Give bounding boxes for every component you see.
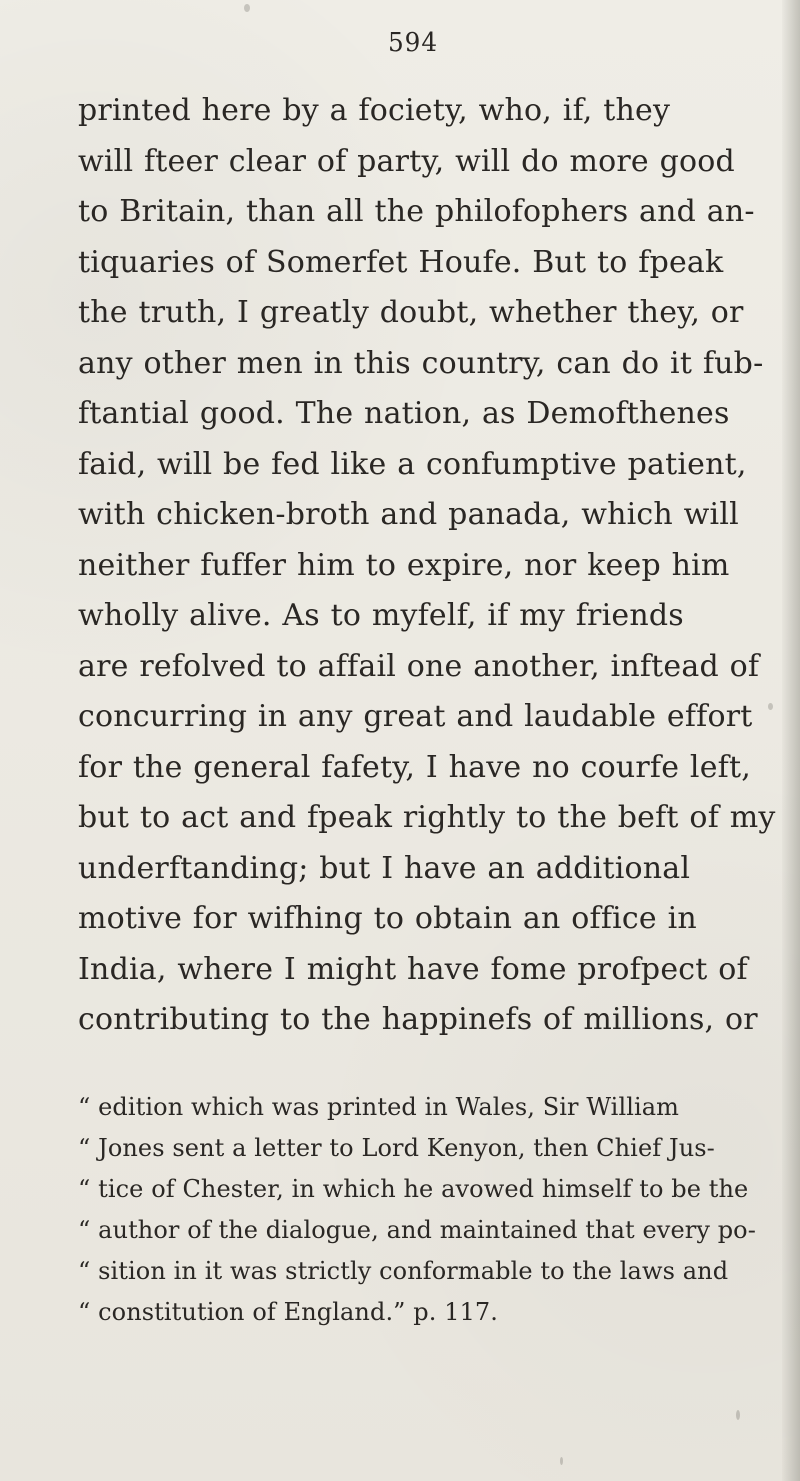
footnote-line: “ tice of Chester, in which he avowed himself to be the bbox=[78, 1175, 749, 1203]
body-line: motive for wifhing to obtain an office in bbox=[78, 901, 697, 936]
page-speck bbox=[736, 1410, 740, 1420]
body-line: but to act and fpeak rightly to the beft of my bbox=[78, 800, 776, 835]
main-text bbox=[78, 86, 798, 1046]
footnote-line: “ Jones sent a letter to Lord Kenyon, then Chief Jus- bbox=[78, 1134, 715, 1162]
footnote-line: “ constitution of England.” p. 117. bbox=[78, 1298, 499, 1326]
body-line: contributing to the happinefs of millions, or bbox=[78, 1002, 758, 1037]
footnote-line: “ author of the dialogue, and maintained that every po- bbox=[78, 1216, 756, 1244]
body-line: underftanding; but I have an additional bbox=[78, 850, 691, 886]
page-speck bbox=[244, 4, 250, 12]
footnote-line: “ edition which was printed in Wales, Sir William bbox=[78, 1093, 680, 1121]
body-line: any other men in this country, can do it fub- bbox=[78, 345, 764, 381]
footnote-line: “ sition in it was strictly conformable to the laws and bbox=[78, 1257, 729, 1285]
body-line: will fteer clear of party, will do more good bbox=[78, 143, 735, 179]
page-number: 594 bbox=[388, 28, 439, 58]
body-line: with chicken-broth and panada, which will bbox=[78, 497, 739, 532]
body-line: tiquaries of Somerfet Houfe. But to fpeak bbox=[78, 244, 724, 280]
body-line: ftantial good. The nation, as Demofthenes bbox=[78, 396, 730, 431]
body-line: concurring in any great and laudable effort bbox=[78, 699, 753, 734]
body-line: for the general fafety, I have no courfe left, bbox=[78, 749, 751, 785]
body-line: the truth, I greatly doubt, whether they, or bbox=[78, 295, 744, 330]
body-line: neither fuffer him to expire, nor keep him bbox=[78, 547, 730, 583]
body-line: are refolved to affail one another, inftead of bbox=[78, 648, 760, 684]
body-line: printed here by a fociety, who, if, they bbox=[78, 93, 671, 128]
body-line: to Britain, than all the philofophers and an- bbox=[78, 194, 755, 229]
footnote-block bbox=[78, 1087, 798, 1333]
body-line: India, where I might have fome profpect of bbox=[78, 951, 748, 987]
page-speck bbox=[560, 1457, 563, 1465]
body-line: faid, will be fed like a confumptive patient, bbox=[78, 446, 747, 482]
body-line: wholly alive. As to myfelf, if my friends bbox=[78, 598, 684, 633]
